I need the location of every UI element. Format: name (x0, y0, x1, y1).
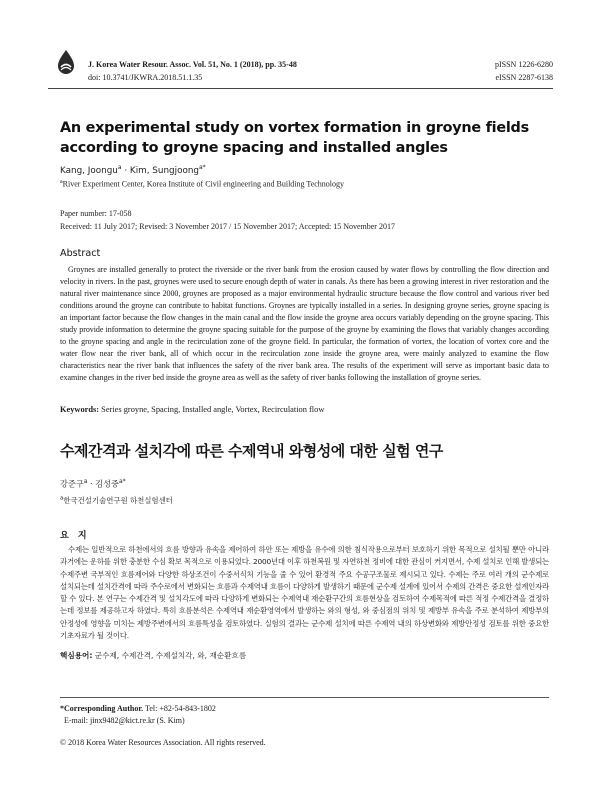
doi[interactable]: doi: 10.3741/JKWRA.2018.51.1.35 (88, 73, 203, 82)
paper-title: An experimental study on vortex formation in groyne fields according to groyne spacing and installed angles (60, 120, 529, 156)
pissn: pISSN 1226-6280 (494, 60, 553, 69)
issn-block (495, 58, 553, 84)
keywords (60, 405, 324, 414)
journal-citation (88, 58, 297, 84)
korean-affiliation-text: 한국건설기술연구원 하천실험센터 (63, 496, 173, 505)
korean-author-2: · 김성중 (87, 478, 119, 489)
paper-number: Paper number: 17-058 (60, 209, 132, 218)
korean-keywords-label: 핵심용어: (60, 651, 93, 660)
author-2-sup: a* (199, 164, 206, 171)
korean-keywords (60, 650, 246, 661)
korean-affiliation (60, 495, 173, 506)
journal-logo-icon (54, 48, 78, 78)
corresponding-author (60, 703, 216, 726)
affiliation (60, 179, 344, 189)
affiliation-text: River Experiment Center, Korea Institute of Civil engineering and Building Technology (62, 179, 345, 189)
korean-author-1: 강준구 (60, 478, 84, 489)
copyright: © 2018 Korea Water Resources Association. All rights reserved. (60, 738, 266, 747)
keywords-text: Series groyne, Spacing, Installed angle, Vortex, Recirculation flow (99, 405, 325, 414)
author-list (60, 164, 206, 176)
korean-keywords-text: 군수제, 수제간격, 수제설치각, 와, 재순환흐름 (92, 651, 247, 660)
korean-title: 수제간격과 설치각에 따른 수제역내 와형성에 대한 실험 연구 (60, 442, 443, 460)
keywords-label: Keywords: (60, 405, 100, 414)
korean-author-1-sup: a (83, 478, 88, 485)
author-1: Kang, Joongu (60, 165, 118, 176)
korean-affiliation-sup: a (60, 495, 64, 502)
korean-abstract-text: 수제는 일반적으로 하천에서의 흐름 방향과 유속을 제어하여 하안 또는 제방을 유수에 의한 침식작용으로부터 보호하기 위한 목적으로 설치될 뿐만 아니라 과거에는 운하를 위한 충분한 수심 확보 목적으로 이용되었다. 2000년대 이후 하천복원 및 자연하천 정비에 대한 관심이 커지면서, 수제 설치로 인해 발생되는 수제주변 국부적인 흐름제어와 다양한 하상조건이 수중서식처 기능을 줄 수 있어 환경적 주요 수공구조물로 제시되고 있다. 수제는 주로 여러 개의 군수제로 설치되는데 설치간격에 따라 주수로에서 변화되는 흐름과 수제역내 흐름이 다양하게 발생하기 때문에 군수제 설계에 있어서 수제의 간격은 중요한 설계인자라 할 수 있다. 본 연구는 수제간격 및 설치각도에 따라 다양하게 변화되는 수제역내 재순환구간의 흐름현상을 검토하여 수제목적에 따른 적정 수제간격을 결정하는데 정보를 제공하고자 하였다. 특히 흐름분석은 수제역내 재순환영역에서 발생하는 와의 형성, 와 중심점의 위치 및 제방부 유속을 주로 분석하여 제방부의 안정성에 영향을 미치는 제방주변에서의 흐름특성을 검토하였다. 실험의 결과는 군수제 설치에 따른 수제역 내의 하상변화와 제방안정성 검토를 위한 중요한 기초자료가 될 것이다. (60, 545, 549, 641)
corresponding-label: *Corresponding Author. (60, 704, 144, 713)
journal-line: J. Korea Water Resour. Assoc. Vol. 51, No. 1 (2018), pp. 35-48 (88, 60, 297, 69)
korean-author-2-sup: a* (118, 478, 126, 485)
author-1-sup: a (117, 164, 122, 171)
affiliation-sup: a (60, 179, 63, 185)
abstract-text: Groynes are installed generally to protect the riverside or the river bank from the erosion caused by water flows by controlling the flow direction and velocity in rivers. In the past, groynes were used to secure enough depth of water in canals. As there has been a growing interest in river restoration and the natural river maintenance since 2000, groynes are proposed as a major environmental hydraulic structure because the flow control and various river bed conditions around the groyne can contribute to habitat functions. Groynes are typically installed in a series. In designing groyne series, groyne spacing is an important factor because the flow changes in the main canal and the flow inside the groyne area occurs variably depending on the groyne spacing. This study provide information to determine the groyne spacing suitable for the purpose of the groyne by examining the flows that variably changes according to the groyne spacing and angle in the recirculation zone of the groyne field. In particular, the formation of vortex, the location of vortex core and the water flow near the river bank, all of which occur in the recirculation zone inside the groyne area, were mainly analyzed to examine the flow characteristics near the river bank that influences the safety of the river bank area. The results of the experiment will serve as important basic data to examine changes in the river bed inside the groyne area as well as the safety of river banks following the installation of groyne series. (60, 265, 549, 382)
abstract-heading: Abstract (60, 248, 101, 259)
journal-header (48, 20, 553, 90)
corresponding-email[interactable]: E-mail: jinx9482@kict.re.kr (S. Kim) (64, 715, 185, 725)
author-2: · Kim, Sungjoong (121, 165, 199, 176)
korean-authors (60, 478, 126, 490)
korean-abstract-heading: 요 지 (60, 531, 90, 541)
paper-dates: Received: 11 July 2017; Revised: 3 November 2017 / 15 November 2017; Accepted: 15 November 2017 (60, 222, 395, 231)
header-rule (48, 88, 553, 89)
eissn: eISSN 2287-6138 (495, 73, 553, 82)
paper-info (60, 207, 395, 233)
footer-rule (60, 697, 549, 698)
corresponding-tel: Tel: +82-54-843-1802 (143, 704, 216, 713)
